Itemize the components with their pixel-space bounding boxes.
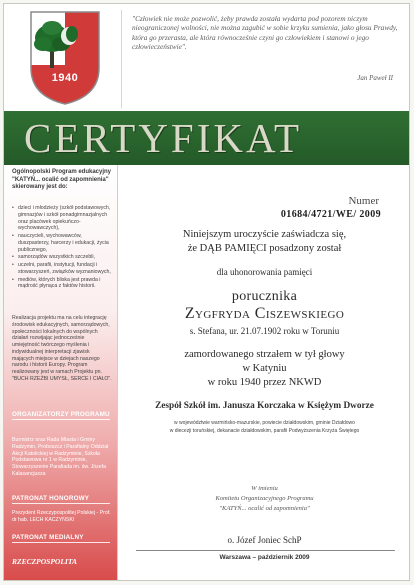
quote-author: Jan Paweł II (357, 74, 393, 82)
honoree-name: Zygfryda Ciszewskiego (184, 305, 345, 322)
committee-line-3: "KATYŃ... ocalić od zapomnienia" (219, 505, 310, 512)
title-banner (4, 111, 410, 165)
shield-emblem-icon (29, 10, 101, 106)
program-intro: Ogólnopolski Program edukacyjny "KATYŃ... ocalić od zapomnienia" skierowany jest do: (12, 169, 112, 190)
honor-line: dla uhonorowania pamięci (216, 267, 313, 277)
program-description: Realizacja projektu ma na celu integrację środowisk edukacyjnych, samorządowych, społeczności lokalnych do wspólnych działań rozwijając jednocześnie umiejętność twórczego myślenia i indywidualnej interpretacji zjawisk mających miejsce w dziejach naszego narodu i historii Europy. Program realizowany jest w ramach Projektu pn. "BUCH RZEŹBI UMYSŁ, SERCE I CIAŁO". (12, 315, 112, 382)
media-patron-logo: RZECZPOSPOLITA (12, 557, 78, 566)
patron-heading: PATRONAT HONOROWY (12, 495, 110, 504)
list-item: • dzieci i młodzieży (szkół podstawowych, gimnazjów i szkół ponadgimnazjalnych oraz placówek opiekuńczo-wychowawczych), (12, 205, 112, 232)
organizers-text: Burmistrz oraz Rada Miasta i Gminy Radzymin, Proboszcz i Parafialny Oddział Akcji Katolickiej w Radzyminie, Szkoła Podstawowa nr 1 w Radzyminie, Stowarzyszenie Parafiada im. św. Józefa Kalasancjusza (12, 437, 109, 477)
number-label: Numer (348, 195, 379, 207)
signatory: o. Józef Joniec SchP (227, 535, 302, 545)
program-sidebar (4, 165, 117, 581)
certificate-title: CERTYFIKAT (24, 115, 303, 161)
death-line-3: w roku 1940 przez NKWD (207, 377, 322, 388)
committee-line-1: W imieniu (251, 485, 278, 492)
school-name: Zespół Szkół im. Janusza Korczaka w Księżym Dworze (155, 401, 374, 411)
death-line-2: w Katyniu (242, 363, 287, 374)
location-line-1: w województwie warmińsko-mazurskie, powiecie działdowskim, gminie Działdowo (174, 420, 355, 426)
certificate-sheet (3, 3, 410, 581)
emblem-year: 1940 (51, 72, 79, 84)
audience-list (12, 205, 112, 291)
rank: porucznika (231, 289, 298, 304)
intro-line-1: Niniejszym uroczyście zaświadcza się, (182, 229, 347, 240)
death-line-1: zamordowanego strzałem w tył głowy (184, 349, 345, 360)
place-date: Warszawa – październik 2009 (219, 554, 310, 561)
list-item: • uczelni, parafii, instytucji, fundacji i stowarzyszeń, związków wyznaniowych, (12, 262, 112, 276)
signature-line (136, 550, 395, 551)
organizers-heading: ORGANIZATORZY PROGRAMU (12, 411, 110, 418)
list-item: • samorządów wszystkich szczebli, (12, 254, 112, 261)
list-item: • mediów, których bliska jest prawda i mądrość płynąca z faktów historii. (12, 277, 112, 291)
quote-text: "Człowiek nie może pozwolić, żeby prawda została wydarta pod pozorem niczym nieograniczonej wolności, nie można zagubić w sobie krzyku sumienia, jako głosu Prawdy, która go przerasta, ale która równocześnie czyni go człowiekiem i stanowi o jego człowieczeństwie". (132, 14, 398, 51)
intro-line-2: że DĄB PAMIĘCI posadzony został (187, 243, 342, 254)
media-heading: PATRONAT MEDIALNY (12, 534, 110, 543)
list-item: • nauczycieli, wychowawców, duszpasterzy, harcerzy i edukacji, życia publicznego, (12, 233, 112, 253)
certificate-body (118, 165, 410, 581)
certificate-number: 01684/4721/WE/ 2009 (280, 209, 381, 220)
location-line-2: w diecezji toruńskiej, dekanacie działdowskim, parafii Podwyższenia Krzyża Świętego (169, 428, 360, 434)
birth-line: s. Stefana, ur. 21.07.1902 roku w Toruniu (189, 326, 340, 336)
committee-line-2: Komitetu Organizacyjnego Programu (215, 495, 314, 502)
patron-text: Prezydent Rzeczypospolitej Polskiej - Prof. dr hab. LECH KACZYŃSKI (12, 510, 111, 523)
top-divider (121, 10, 122, 108)
katyn-emblem (29, 10, 101, 106)
